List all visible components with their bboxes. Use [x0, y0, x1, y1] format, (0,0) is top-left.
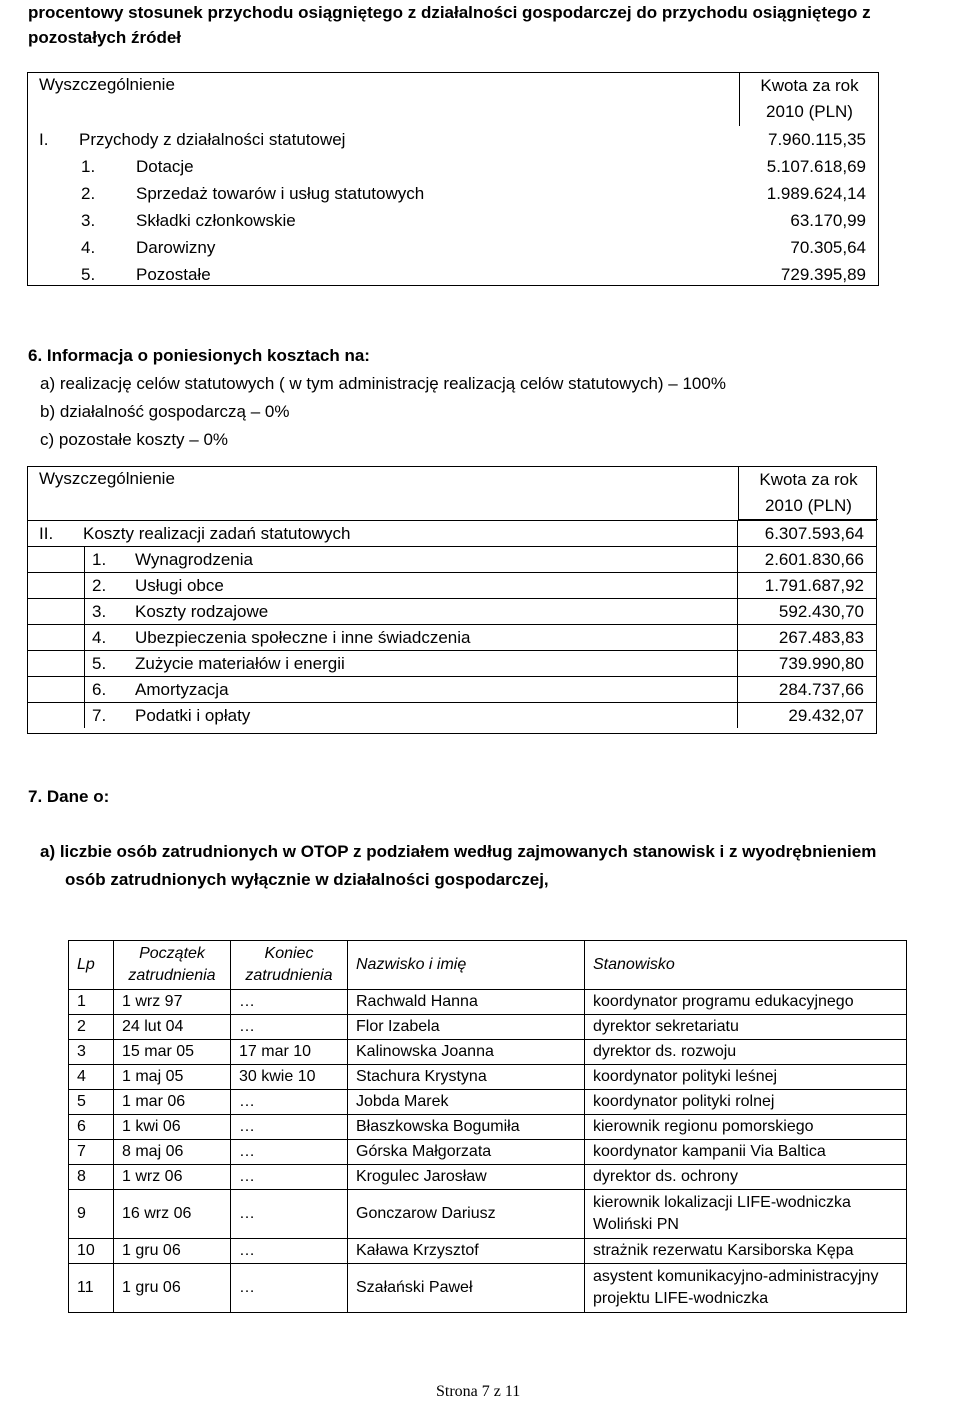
row-amount: 63.170,99	[790, 211, 866, 230]
revenue-header-amount-line2: 2010 (PLN)	[766, 102, 853, 121]
cell-position: koordynator programu edukacyjnego	[585, 990, 907, 1015]
cell-lp: 2	[69, 1015, 114, 1040]
cell-end: 30 kwie 10	[231, 1065, 348, 1090]
header-lp: Lp	[69, 941, 114, 990]
row-label: Przychody z działalności statutowej	[79, 130, 346, 149]
cell-end: 17 mar 10	[231, 1040, 348, 1065]
cell-start: 1 wrz 97	[114, 990, 231, 1015]
header-start-line2: zatrudnienia	[128, 967, 216, 984]
header-name: Nazwisko i imię	[348, 941, 585, 990]
row-number: 5.	[81, 265, 96, 284]
cell-divider	[84, 625, 85, 650]
revenue-header-amount	[739, 73, 879, 126]
cell-lp: 10	[69, 1239, 114, 1264]
cell-end: …	[231, 1239, 348, 1264]
row-label: Zużycie materiałów i energii	[135, 654, 345, 673]
cell-divider	[84, 599, 85, 624]
table-row	[28, 572, 876, 598]
costs-table	[27, 466, 877, 734]
cell-divider	[84, 703, 85, 728]
cell-position: kierownik regionu pomorskiego	[585, 1115, 907, 1140]
cell-divider	[84, 547, 85, 572]
cell-name: Jobda Marek	[348, 1090, 585, 1115]
row-amount: 284.737,66	[778, 680, 864, 699]
cell-end: …	[231, 1264, 348, 1313]
row-label: Sprzedaż towarów i usług statutowych	[136, 184, 425, 203]
row-amount: 29.432,07	[788, 706, 864, 725]
section-7-title: 7. Dane o:	[28, 787, 110, 806]
cell-position	[585, 1264, 907, 1313]
row-number: 4.	[92, 628, 107, 647]
cell-name: Błaszkowska Bogumiła	[348, 1115, 585, 1140]
cell-start: 1 gru 06	[114, 1239, 231, 1264]
cell-name: Szałański Paweł	[348, 1264, 585, 1313]
table-row	[69, 1140, 907, 1165]
table-row	[28, 207, 878, 234]
row-amount: 7.960.115,35	[768, 130, 866, 149]
cell-name: Rachwald Hanna	[348, 990, 585, 1015]
row-label: Koszty rodzajowe	[135, 602, 269, 621]
cell-divider	[84, 651, 85, 676]
row-number: 7.	[92, 706, 107, 725]
costs-header-amount-line1: Kwota za rok	[759, 470, 858, 489]
row-label: Ubezpieczenia społeczne i inne świadczenia	[135, 628, 471, 647]
cell-end: …	[231, 1190, 348, 1239]
row-label: Darowizny	[136, 238, 216, 257]
cell-position-line2: projektu LIFE-wodniczka	[593, 1290, 769, 1307]
cell-start: 15 mar 05	[114, 1040, 231, 1065]
table-row	[28, 180, 878, 207]
cell-name: Flor Izabela	[348, 1015, 585, 1040]
row-label: Pozostałe	[136, 265, 211, 284]
row-amount: 729.395,89	[780, 265, 866, 284]
revenue-header-label: Wyszczególnienie	[39, 75, 175, 94]
cell-divider	[737, 573, 738, 598]
header-start-line1: Początek	[139, 945, 205, 962]
cell-position-line1: asystent komunikacyjno-administracyjny	[593, 1268, 879, 1285]
section-6-line-c: c) pozostałe koszty – 0%	[40, 430, 229, 449]
cell-name: Górska Małgorzata	[348, 1140, 585, 1165]
cell-end: …	[231, 1090, 348, 1115]
row-label: Dotacje	[136, 157, 194, 176]
row-label: Składki członkowskie	[136, 211, 296, 230]
header-start	[114, 941, 231, 990]
row-number: 2.	[92, 576, 107, 595]
section-6-line-a: a) realizację celów statutowych ( w tym administrację realizacją celów statutowych) – 100%	[40, 374, 726, 393]
row-number: 1.	[92, 550, 107, 569]
cell-start: 8 maj 06	[114, 1140, 231, 1165]
table-row	[69, 1040, 907, 1065]
cell-start: 1 gru 06	[114, 1264, 231, 1313]
table-row	[28, 702, 876, 728]
page-footer: Strona 7 z 11	[436, 1383, 521, 1400]
cell-position: koordynator kampanii Via Baltica	[585, 1140, 907, 1165]
cell-lp: 5	[69, 1090, 114, 1115]
staff-header-row	[69, 941, 907, 990]
table-row	[69, 1190, 907, 1239]
cell-start: 1 maj 05	[114, 1065, 231, 1090]
costs-header-amount-line2: 2010 (PLN)	[765, 496, 852, 515]
cell-lp: 9	[69, 1190, 114, 1239]
row-amount: 1.989.624,14	[766, 184, 866, 203]
table-row	[28, 234, 878, 261]
cell-divider	[737, 599, 738, 624]
cell-divider	[737, 521, 738, 546]
section-7-subtitle-line2: osób zatrudnionych wyłącznie w działalności gospodarczej,	[65, 870, 549, 889]
table-row	[69, 1015, 907, 1040]
cell-name: Kaława Krzysztof	[348, 1239, 585, 1264]
cell-lp: 7	[69, 1140, 114, 1165]
row-amount: 5.107.618,69	[766, 157, 866, 176]
cell-position: dyrektor sekretariatu	[585, 1015, 907, 1040]
cell-name: Kalinowska Joanna	[348, 1040, 585, 1065]
cell-start: 1 kwi 06	[114, 1115, 231, 1140]
cell-position: strażnik rezerwatu Karsiborska Kępa	[585, 1239, 907, 1264]
row-label: Amortyzacja	[135, 680, 229, 699]
table-row	[28, 650, 876, 676]
row-amount: 267.483,83	[778, 628, 864, 647]
table-row	[69, 1065, 907, 1090]
cell-name: Gonczarow Dariusz	[348, 1190, 585, 1239]
cell-start: 24 lut 04	[114, 1015, 231, 1040]
table-row	[69, 1115, 907, 1140]
header-end	[231, 941, 348, 990]
row-amount: 592.430,70	[778, 602, 864, 621]
table-row	[69, 1239, 907, 1264]
cell-position: koordynator polityki rolnej	[585, 1090, 907, 1115]
section-6-title: 6. Informacja o poniesionych kosztach na:	[28, 346, 370, 365]
table-row	[28, 624, 876, 650]
costs-header-label: Wyszczególnienie	[39, 469, 175, 488]
row-number: 3.	[81, 211, 96, 230]
row-number: II.	[39, 524, 54, 543]
table-row	[28, 598, 876, 624]
revenue-header-amount-line1: Kwota za rok	[760, 76, 859, 95]
cell-divider	[84, 573, 85, 598]
row-number: 1.	[81, 157, 96, 176]
row-amount: 739.990,80	[778, 654, 864, 673]
table-row	[69, 1090, 907, 1115]
row-number: 5.	[92, 654, 107, 673]
section-6	[28, 342, 726, 454]
row-amount: 2.601.830,66	[764, 550, 864, 569]
row-amount: 1.791.687,92	[764, 576, 864, 595]
cell-name: Stachura Krystyna	[348, 1065, 585, 1090]
cell-divider	[737, 625, 738, 650]
cell-end: …	[231, 1140, 348, 1165]
cell-position: koordynator polityki leśnej	[585, 1065, 907, 1090]
cell-name: Krogulec Jarosław	[348, 1165, 585, 1190]
table-row	[28, 261, 878, 288]
table-row	[28, 546, 876, 572]
row-number: 4.	[81, 238, 96, 257]
cell-start: 1 mar 06	[114, 1090, 231, 1115]
revenue-total-row	[28, 126, 878, 153]
section-7-subtitle	[40, 838, 960, 894]
cell-lp: 4	[69, 1065, 114, 1090]
revenue-table	[27, 72, 879, 286]
section-6-line-b: b) działalność gospodarczą – 0%	[40, 402, 290, 421]
cell-lp: 11	[69, 1264, 114, 1313]
cell-position: dyrektor ds. rozwoju	[585, 1040, 907, 1065]
header-end-line1: Koniec	[264, 945, 314, 962]
costs-total-row	[28, 520, 876, 546]
cell-end: …	[231, 1115, 348, 1140]
header-end-line2: zatrudnienia	[245, 967, 333, 984]
row-number: 6.	[92, 680, 107, 699]
cell-end: …	[231, 1165, 348, 1190]
cell-end: …	[231, 990, 348, 1015]
table-row	[28, 153, 878, 180]
header-position: Stanowisko	[585, 941, 907, 990]
cell-end: …	[231, 1015, 348, 1040]
row-number: 3.	[92, 602, 107, 621]
row-amount: 6.307.593,64	[764, 524, 864, 543]
cell-position-line1: kierownik lokalizacji LIFE-wodniczka	[593, 1194, 851, 1211]
row-label: Wynagrodzenia	[135, 550, 253, 569]
table-row	[28, 676, 876, 702]
row-amount: 70.305,64	[790, 238, 866, 257]
cell-divider	[737, 677, 738, 702]
cell-lp: 8	[69, 1165, 114, 1190]
cell-start: 1 wrz 06	[114, 1165, 231, 1190]
row-label: Podatki i opłaty	[135, 706, 251, 725]
staff-table	[68, 940, 907, 1313]
row-label: Koszty realizacji zadań statutowych	[83, 524, 351, 543]
table-row	[69, 990, 907, 1015]
cell-lp: 3	[69, 1040, 114, 1065]
table-row	[69, 1264, 907, 1313]
row-number: I.	[39, 130, 49, 149]
row-number: 2.	[81, 184, 96, 203]
costs-header-amount	[738, 467, 878, 520]
cell-divider	[737, 651, 738, 676]
intro-heading: procentowy stosunek przychodu osiągniętego z działalności gospodarczej do przychodu osiągniętego z pozostałych źródeł	[28, 3, 871, 47]
cell-position	[585, 1190, 907, 1239]
cell-divider	[84, 677, 85, 702]
cell-lp: 1	[69, 990, 114, 1015]
cell-lp: 6	[69, 1115, 114, 1140]
row-label: Usługi obce	[135, 576, 224, 595]
cell-start: 16 wrz 06	[114, 1190, 231, 1239]
section-7-subtitle-line1: a) liczbie osób zatrudnionych w OTOP z podziałem według zajmowanych stanowisk i z wyodrębnieniem	[40, 842, 877, 861]
cell-position: dyrektor ds. ochrony	[585, 1165, 907, 1190]
cell-divider	[737, 703, 738, 728]
cell-divider	[737, 547, 738, 572]
table-row	[69, 1165, 907, 1190]
cell-position-line2: Woliński PN	[593, 1216, 679, 1233]
